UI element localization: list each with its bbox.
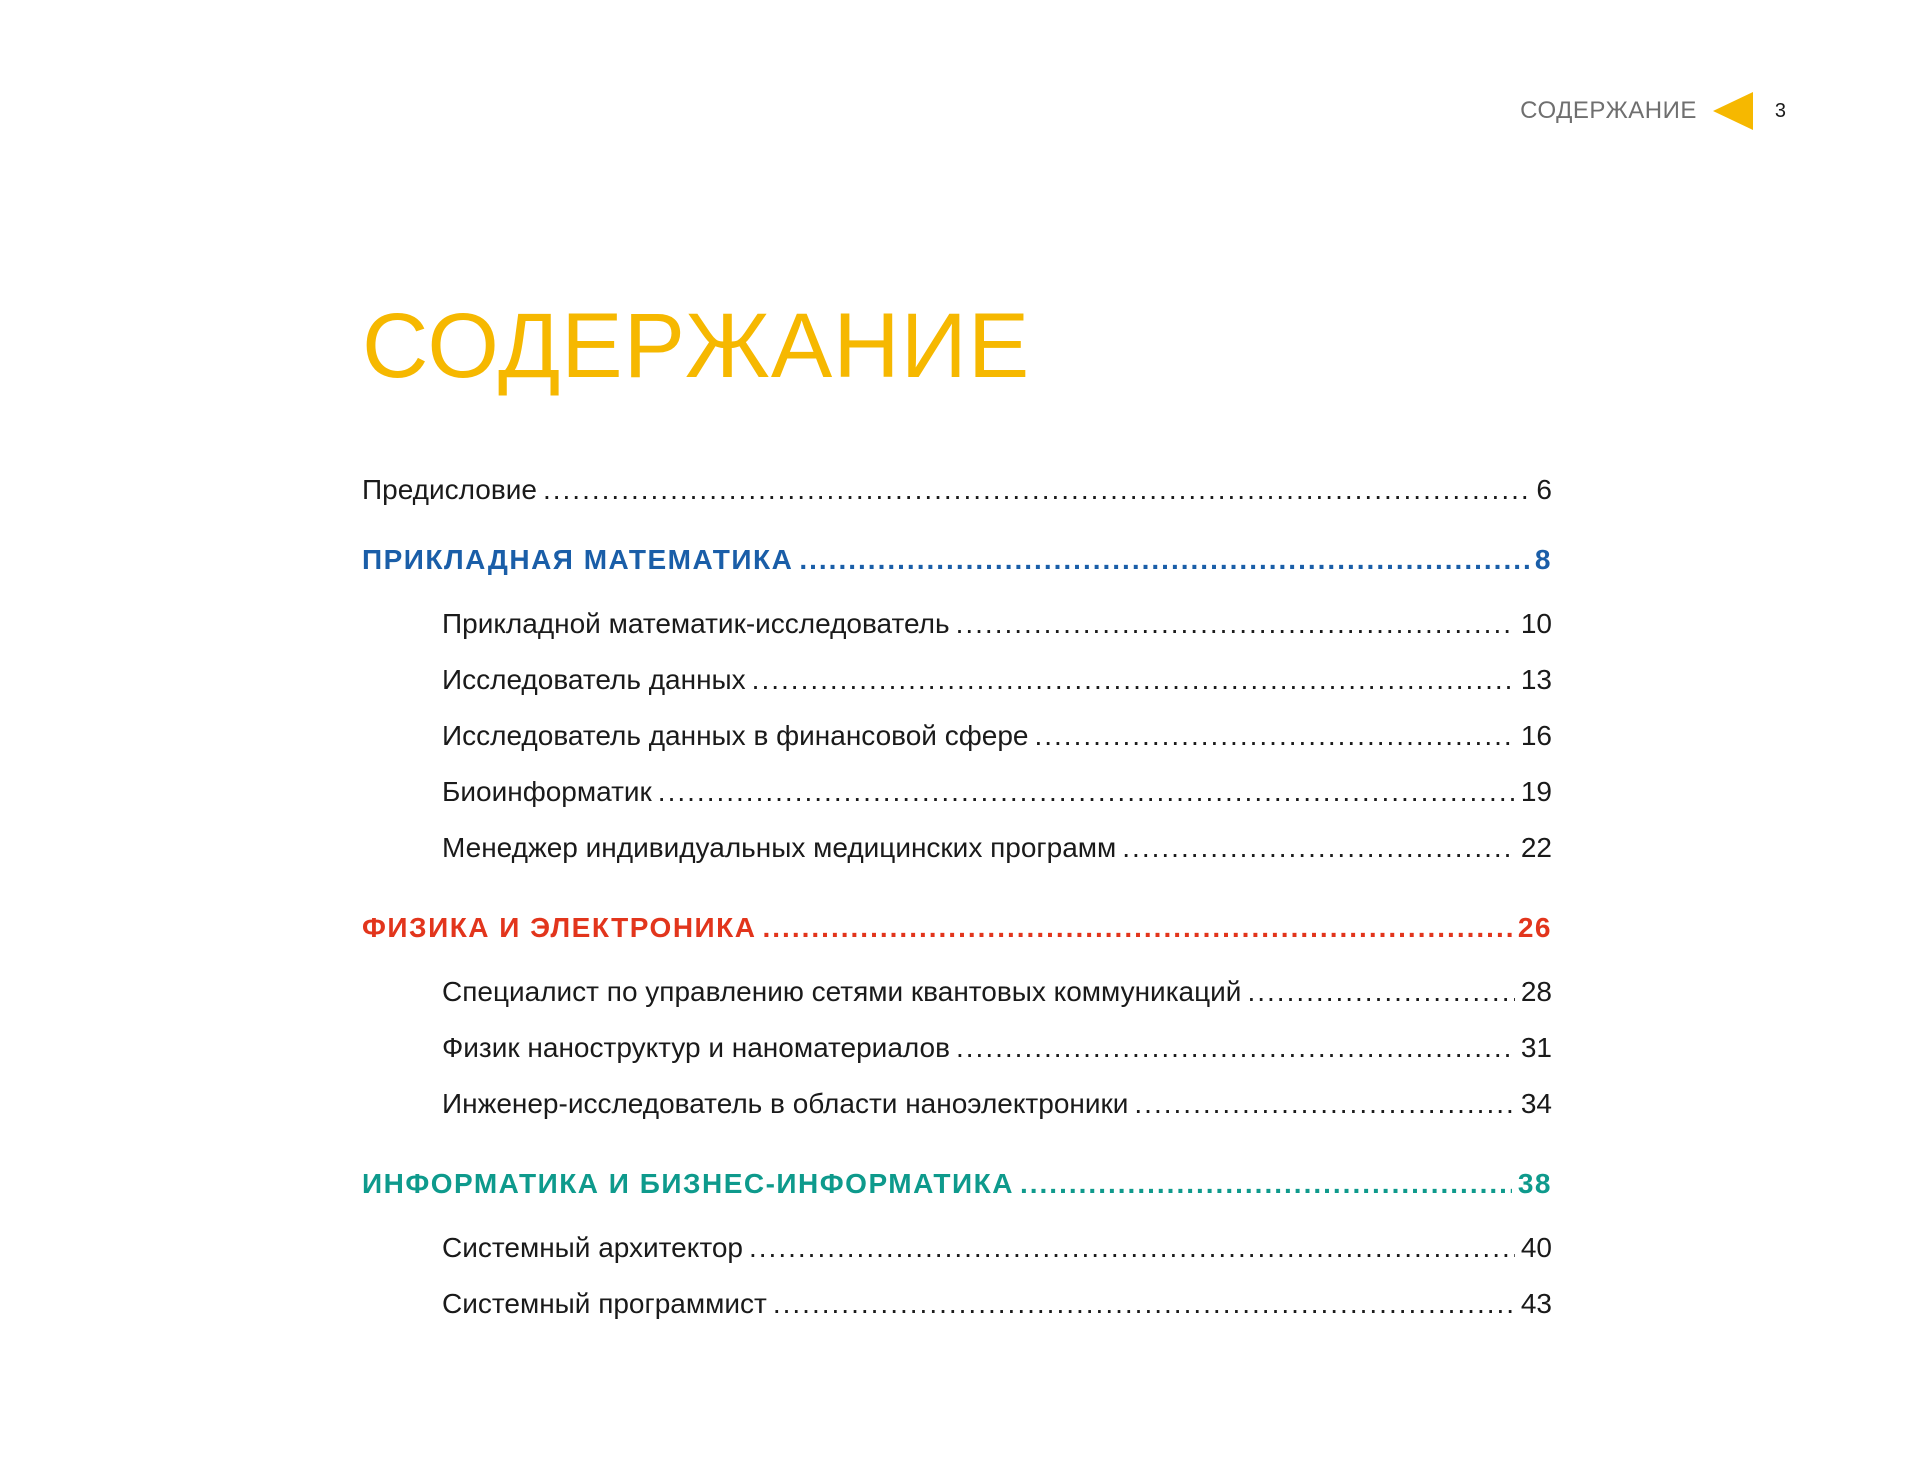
toc-entry-label: Специалист по управлению сетями квантовых коммуникаций [442,976,1242,1007]
dot-leader [658,776,1515,808]
running-header [1520,92,1786,130]
toc-entry-page: 16 [1520,720,1552,751]
toc-entry-label: Прикладной математик-исследователь [442,608,950,639]
toc-entry-page: 43 [1520,1288,1552,1319]
arrow-left-icon [1713,92,1753,130]
toc-entry-label: Системный программист [442,1288,767,1319]
dot-leader [799,544,1529,576]
toc-entry[interactable] [362,976,1552,1032]
table-of-contents [362,474,1552,1344]
dot-leader [1247,976,1514,1008]
toc-section-page: 26 [1517,912,1552,943]
toc-entry[interactable] [362,1032,1552,1088]
dot-leader [956,1032,1515,1064]
toc-section-informatics[interactable] [362,1168,1552,1232]
toc-entry-label: Исследователь данных в финансовой сфере [442,720,1029,751]
toc-section-label: ИНФОРМАТИКА И БИЗНЕС-ИНФОРМАТИКА [362,1168,1014,1199]
toc-entry-page: 6 [1536,474,1552,505]
toc-section-label: ПРИКЛАДНАЯ МАТЕМАТИКА [362,544,794,575]
dot-leader [763,912,1512,944]
toc-entry[interactable] [362,608,1552,664]
toc-entry[interactable] [362,1232,1552,1288]
dot-leader [543,474,1530,506]
toc-entry-label: Физик наноструктур и наноматериалов [442,1032,950,1063]
dot-leader [773,1288,1515,1320]
toc-entry[interactable] [362,720,1552,776]
toc-entry-preface[interactable] [362,474,1552,530]
dot-leader [1134,1088,1514,1120]
toc-section-math[interactable] [362,544,1552,608]
toc-entry-label: Менеджер индивидуальных медицинских программ [442,832,1117,863]
dot-leader [956,608,1515,640]
toc-entry[interactable] [362,776,1552,832]
toc-entry-label: Системный архитектор [442,1232,743,1263]
dot-leader [1122,832,1515,864]
toc-entry-label: Исследователь данных [442,664,746,695]
toc-entry-label: Биоинформатик [442,776,652,807]
toc-section-label: ФИЗИКА И ЭЛЕКТРОНИКА [362,912,757,943]
dot-leader [1020,1168,1512,1200]
toc-entry-label: Предисловие [362,474,537,505]
toc-entry-page: 19 [1520,776,1552,807]
dot-leader [1034,720,1514,752]
toc-entry-page: 13 [1520,664,1552,695]
toc-section-page: 8 [1534,544,1552,575]
toc-entry-page: 34 [1520,1088,1552,1119]
toc-entry-page: 31 [1520,1032,1552,1063]
dot-leader [749,1232,1515,1264]
page-title: СОДЕРЖАНИЕ [362,295,1031,397]
toc-entry-label: Инженер-исследователь в области наноэлектроники [442,1088,1129,1119]
toc-entry-page: 28 [1520,976,1552,1007]
toc-entry[interactable] [362,1088,1552,1144]
dot-leader [752,664,1515,696]
toc-section-page: 38 [1517,1168,1552,1199]
toc-entry[interactable] [362,1288,1552,1344]
toc-entry[interactable] [362,832,1552,888]
toc-entry-page: 22 [1520,832,1552,863]
toc-entry[interactable] [362,664,1552,720]
toc-entry-page: 40 [1520,1232,1552,1263]
toc-section-physics[interactable] [362,912,1552,976]
page-number: 3 [1774,99,1786,122]
header-label: СОДЕРЖАНИЕ [1520,97,1697,124]
toc-entry-page: 10 [1520,608,1552,639]
